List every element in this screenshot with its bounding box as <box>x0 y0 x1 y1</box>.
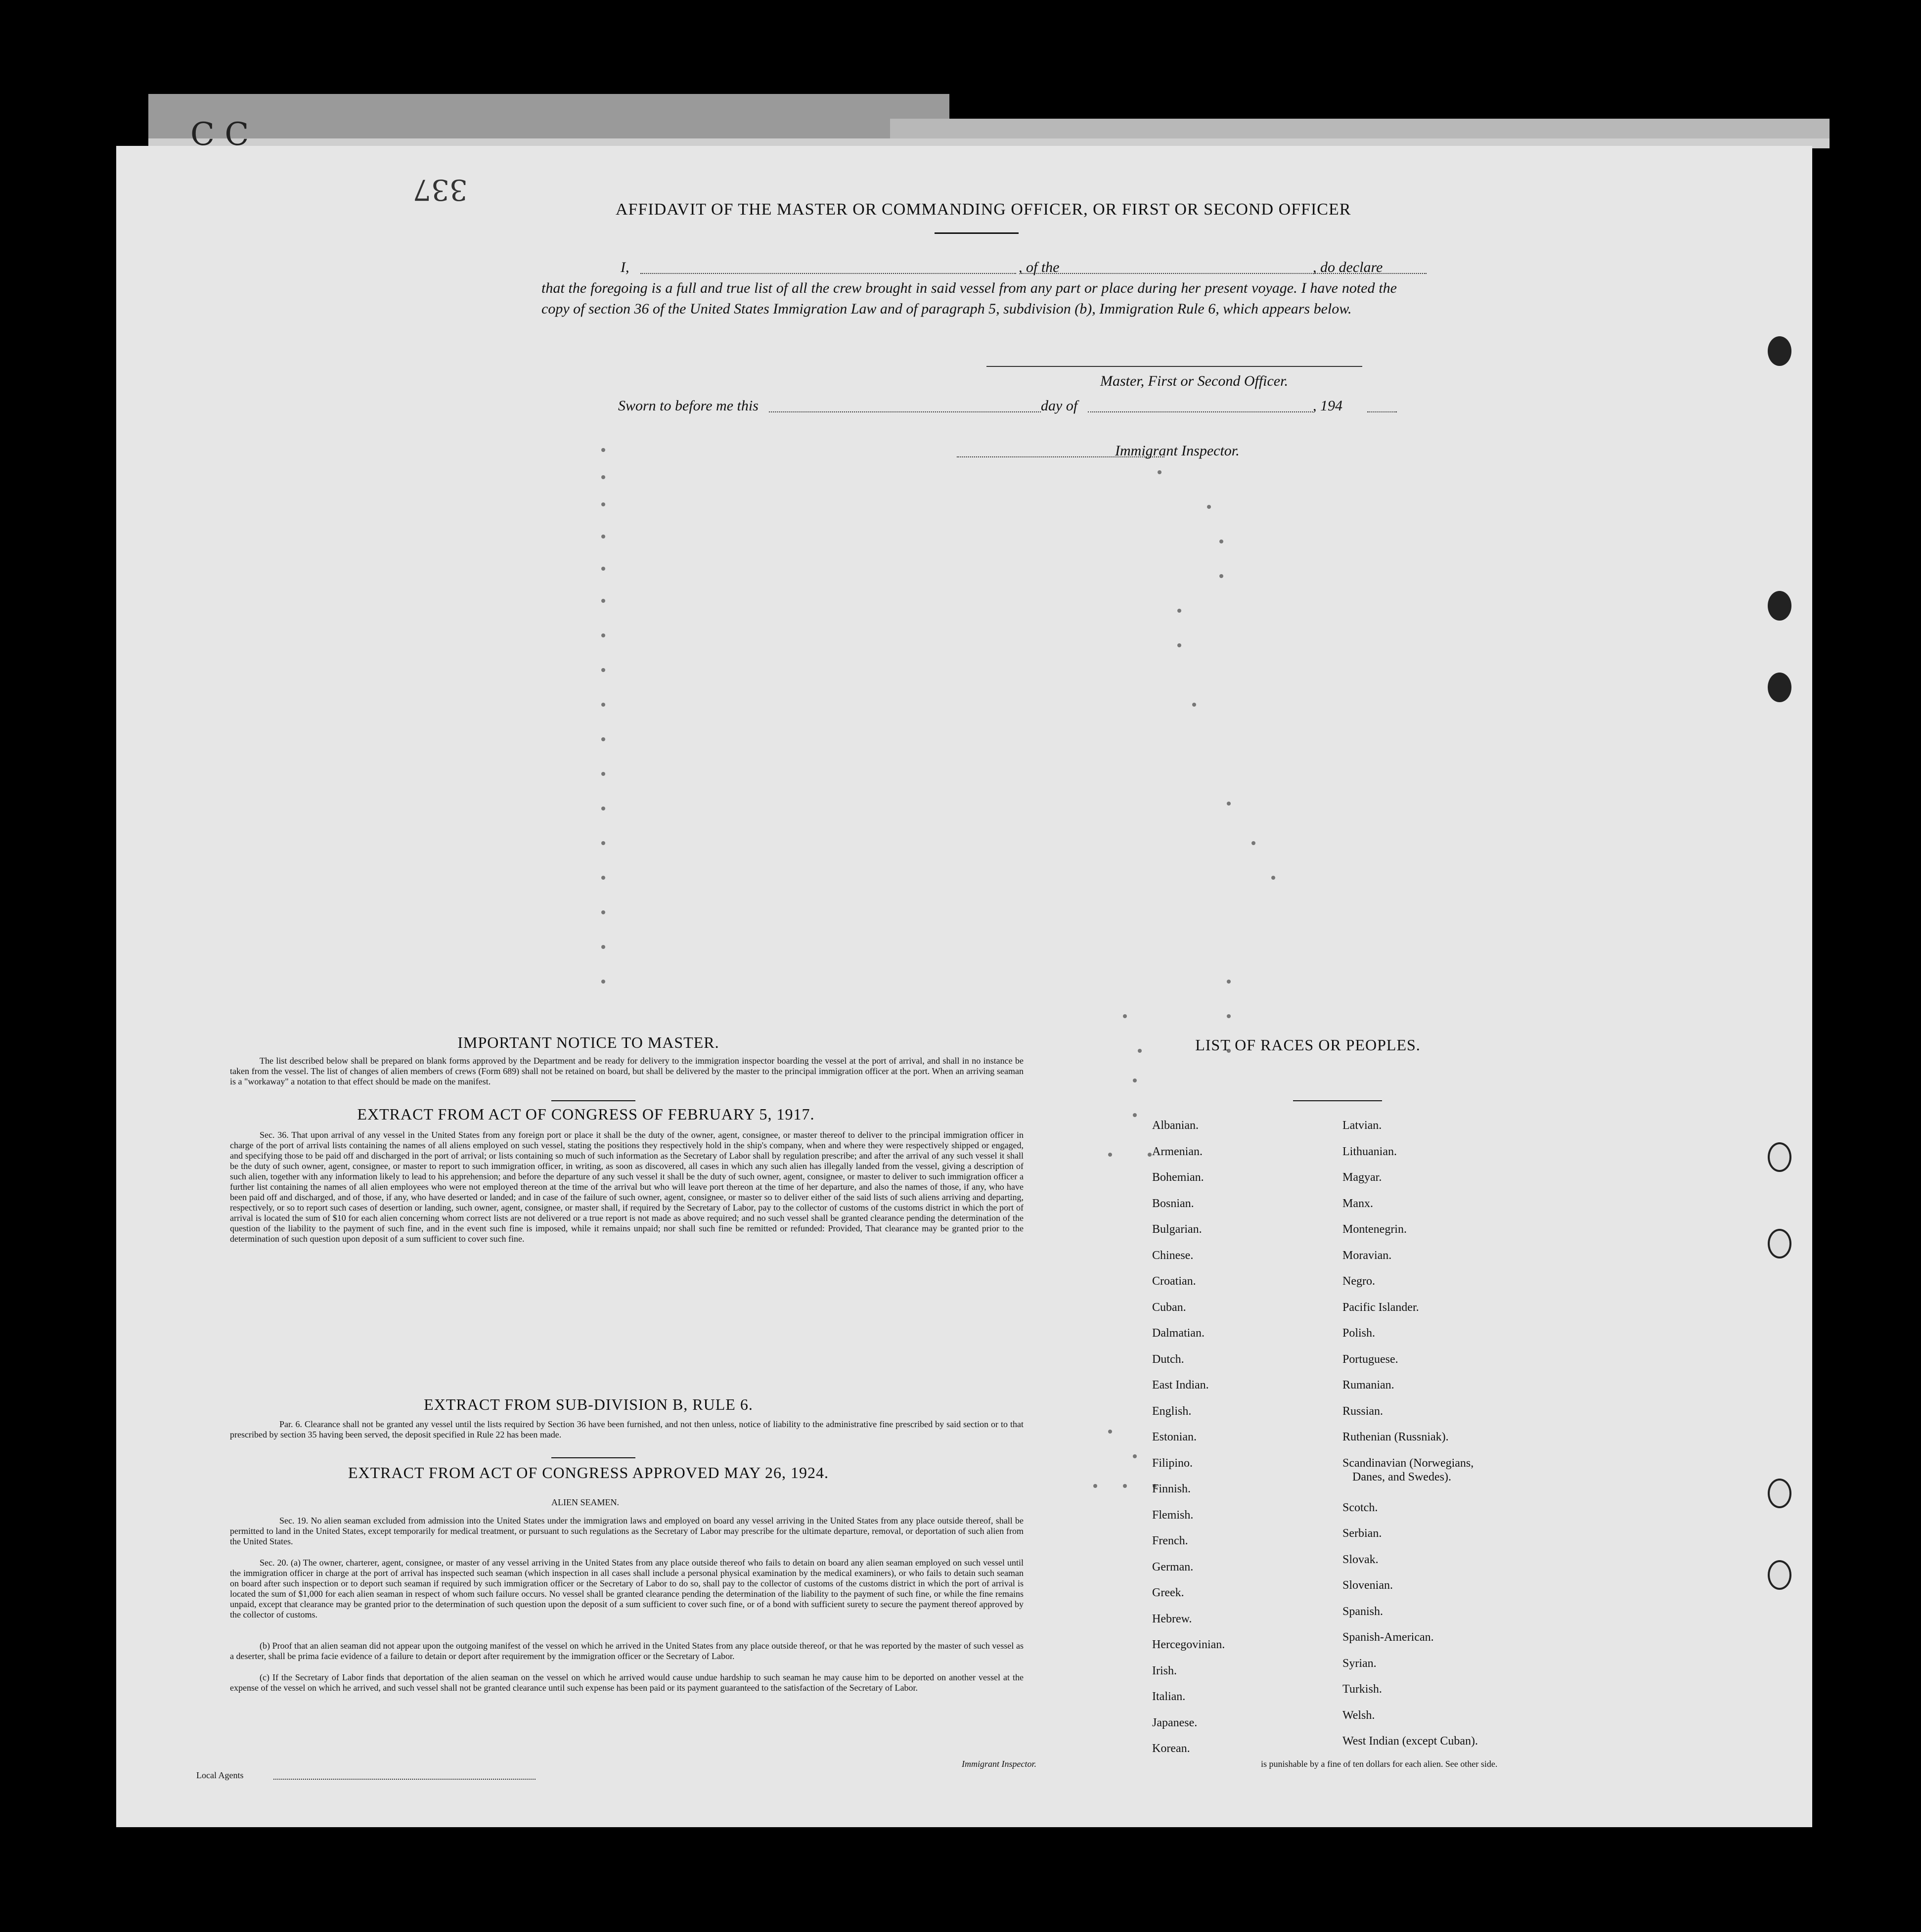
race-item: Moravian. <box>1342 1249 1392 1262</box>
rule6-text: Par. 6. Clearance shall not be granted any vessel until the lists required by Section 36 have been furnished, and not then unless, notice of liability to the administrative fine prescribed by said section or to that prescribed by section 35 having been served, the deposit specified in Rule 22 has been made. <box>230 1419 1024 1439</box>
sworn-end: , 194 <box>1313 398 1342 414</box>
race-item: Dalmatian. <box>1152 1327 1205 1340</box>
race-item: Greek. <box>1152 1586 1184 1599</box>
race-item: Rumanian. <box>1342 1379 1394 1392</box>
inspector-caption: Immigrant Inspector. <box>1115 443 1240 459</box>
race-item: French. <box>1152 1534 1188 1547</box>
affidavit-title: AFFIDAVIT OF THE MASTER OR COMMANDING OFFICER, OR FIRST OR SECOND OFFICER <box>616 200 1351 219</box>
race-item: Syrian. <box>1342 1657 1377 1670</box>
local-agents-blank <box>273 1779 536 1780</box>
race-item: Finnish. <box>1152 1483 1191 1495</box>
binder-hole <box>1768 1229 1791 1258</box>
footer-inspector: Immigrant Inspector. <box>962 1759 1036 1769</box>
notice-text: The list described below shall be prepared on blank forms approved by the Department and be ready for delivery to the immigration inspector boarding the vessel at the port of arrival, and shall in no instance be taken from the vessel. The list of changes of alien members of crews (Form 689) shall not be retained on board, but shall be delivered by the master to the principal immigration officer at the port. When an arriving seaman is a "workaway" a notation to that effect should be made on the manifest. <box>230 1056 1024 1086</box>
extract-1924-sec20c: (c) If the Secretary of Labor finds that deportation of the alien seaman on the vessel on which he arrived would cause undue hardship to such seaman he may cause him to be deported on another vessel at the expense of the vessel on which he arrived, and such vessel shall not be granted clearance until such expense has been paid or its payment guaranteed to the satisfaction of the Secretary of Labor. <box>230 1672 1024 1693</box>
race-item: Pacific Islander. <box>1342 1301 1419 1314</box>
race-item: Serbian. <box>1342 1527 1382 1540</box>
binder-hole <box>1768 673 1791 702</box>
extract-1924-title: EXTRACT FROM ACT OF CONGRESS APPROVED MAY 26, 1924. <box>348 1464 829 1482</box>
race-item: Chinese. <box>1152 1249 1194 1262</box>
race-item: Bulgarian. <box>1152 1223 1202 1236</box>
race-item: Cuban. <box>1152 1301 1186 1314</box>
race-item: Spanish-American. <box>1342 1631 1434 1644</box>
race-item: Russian. <box>1342 1404 1384 1418</box>
race-item: Japanese. <box>1152 1716 1198 1729</box>
signature-caption: Master, First or Second Officer. <box>1100 373 1288 389</box>
notice-rule <box>551 1100 635 1101</box>
binder-hole <box>1768 591 1791 621</box>
race-item: Spanish. <box>1342 1605 1384 1618</box>
sworn-start: Sworn to before me this <box>618 398 759 414</box>
race-item: Polish. <box>1342 1327 1376 1340</box>
race-item: Welsh. <box>1342 1708 1375 1722</box>
race-item: Albanian. <box>1152 1119 1199 1132</box>
race-item: Latvian. <box>1342 1119 1382 1132</box>
race-item: East Indian. <box>1152 1379 1209 1392</box>
extract-1917-title: EXTRACT FROM ACT OF CONGRESS OF FEBRUARY 5, 1917. <box>357 1105 815 1123</box>
race-item: Flemish. <box>1152 1508 1194 1522</box>
race-item: German. <box>1152 1560 1194 1573</box>
extract-1924-sec20b: (b) Proof that an alien seaman did not appear upon the outgoing manifest of the vessel on which he arrived in the United States from any place outside thereof, or that he was reported by the master of such vessel as a deserter, shall be prima facie evidence of a failure to detain or deport after requirement by the immigration officer or the Secretary of Labor. <box>230 1641 1024 1661</box>
extract-1924-sec20a: Sec. 20. (a) The owner, charterer, agent, consignee, or master of any vessel arriving in the United States from any place outside thereof who fails to detain on board any alien seaman employed on such vessel until the immigration officer in charge at the port of arrival has inspected such seaman (which inspection in all cases shall include a personal physical examination by the medical examiners), or who fails to detain such seaman on board after such inspection or to deport such seaman if required by such immigration officer or the Secretary of Labor to do so, shall pay to the collector of customs of the customs district in which the port of arrival is located the sum of $1,000 for each alien seaman in respect of whom such failure occurs. No vessel shall be granted clearance pending the determination of the liability to the payment of such fine, or while the fine remains unpaid, except that clearance may be granted prior to the determination of such question upon the deposit of a sum sufficient to cover such fine, or of a bond with sufficient surety to secure the payment thereof approved by the collector of customs. <box>230 1558 1024 1619</box>
race-item: Bosnian. <box>1152 1197 1194 1210</box>
rule6-rule <box>551 1457 635 1458</box>
notice-title: IMPORTANT NOTICE TO MASTER. <box>457 1033 719 1051</box>
binder-hole <box>1768 1479 1791 1508</box>
races-column-2 <box>1342 1113 1600 1754</box>
race-item: Montenegrin. <box>1342 1223 1407 1236</box>
extract-1924-subtitle: ALIEN SEAMEN. <box>551 1497 619 1507</box>
race-item: Korean. <box>1152 1742 1190 1755</box>
race-item: Croatian. <box>1152 1275 1196 1288</box>
race-item: Portuguese. <box>1342 1352 1398 1366</box>
handwritten-corner-mark: C C <box>190 116 249 153</box>
handwritten-folio-number: 337 <box>413 173 468 207</box>
race-item: Irish. <box>1152 1664 1177 1677</box>
affidavit-line1-start: I, <box>621 259 629 275</box>
affidavit-body: that the foregoing is a full and true list of all the crew brought in said vessel from any part or place during her present voyage. I have noted the copy of section 36 of the United States Immigration Law and of paragraph 5, subdivision (b), Immigration Rule 6, which appears below. <box>541 280 1397 317</box>
binder-hole <box>1768 336 1791 366</box>
race-item: Armenian. <box>1152 1145 1203 1158</box>
manifest-page <box>116 116 1812 1827</box>
races-title-rule <box>1293 1100 1382 1101</box>
race-item: Slovenian. <box>1342 1579 1393 1592</box>
extract-1924-sec19: Sec. 19. No alien seaman excluded from admission into the United States under the immigration laws and employed on board any vessel arriving in the United States from any place outside thereof, shall be permitted to land in the United States, except temporarily for medical treatment, or pursuant to such regulations as the Secretary of Labor may prescribe for the ultimate departure, removal, or deportation of such alien from the United States. <box>230 1516 1024 1546</box>
binder-hole <box>1768 1142 1791 1172</box>
race-item: West Indian (except Cuban). <box>1342 1735 1478 1748</box>
race-item: Negro. <box>1342 1275 1375 1288</box>
race-item: Danes, and Swedes). <box>1352 1470 1451 1483</box>
race-item: Lithuanian. <box>1342 1145 1397 1158</box>
rule6-title: EXTRACT FROM SUB-DIVISION B, RULE 6. <box>424 1395 753 1413</box>
race-item: Dutch. <box>1152 1352 1184 1366</box>
affidavit-line1-mid: , of the <box>1019 259 1060 275</box>
race-item: Bohemian. <box>1152 1171 1204 1184</box>
race-item: Slovak. <box>1342 1553 1379 1566</box>
race-item: Italian. <box>1152 1690 1186 1703</box>
local-agents-label: Local Agents <box>196 1770 244 1780</box>
race-item: Estonian. <box>1152 1431 1197 1443</box>
race-item: Ruthenian (Russniak). <box>1342 1431 1449 1443</box>
race-item: English. <box>1152 1404 1192 1418</box>
footer-fine-note: is punishable by a fine of ten dollars for each alien. See other side. <box>1261 1759 1498 1769</box>
extract-1917-text: Sec. 36. That upon arrival of any vessel in the United States from any foreign port or place it shall be the duty of the owner, agent, consignee, or master thereof to deliver to the principal immigration officer in charge of the port of arrival lists containing the names of all aliens employed on such vessel, stating the positions they respectively hold in the ship's company, when and where they were respectively shipped or engaged, and specifying those to be paid off and discharged in the port of arrival; or lists containing so much of such information as the Secretary of Labor shall by regulation prescribe; and after the arrival of any such vessel it shall be the duty of such owner, agent, consignee, or master to report to such immigration officer, in writing, as soon as discovered, all cases in which any such alien has illegally landed from the vessel, giving a description of such alien, together with any information likely to lead to his apprehension; and before the departure of any such vessel it shall be the duty of such owner, agent, consignee, or master to deliver to such immigration officer a further list containing the names of all alien employees who were not employed thereon at the time of the arrival but who will leave port thereon at the time of her departure, and also the names of those, if any, who have been paid off and discharged, and of those, if any, who have deserted or landed; and in case of the failure of such owner, agent, consignee, or master so to deliver either of the said lists of such aliens arriving and departing, respectively, or so to report such cases of desertion or landing, such owner, agent, consignee, or master shall, if required by the Secretary of Labor, pay to the collector of customs of the customs district in which the port of arrival is located the sum of $10 for each alien concerning whom correct lists are not delivered or a true report is not made as above required; and no such vessel shall be granted clearance pending the determination of the question of the liability to the payment of such fine, and in the event such fine is imposed, while it remains unpaid; nor shall such fine be remitted or refunded: Provided, That clearance may be granted prior to the determination of such question upon deposit of a sum sufficient to cover such fine. <box>230 1130 1024 1244</box>
race-item: Turkish. <box>1342 1683 1382 1696</box>
race-item: Filipino. <box>1152 1456 1193 1470</box>
affidavit-line1-end: , do declare <box>1313 259 1383 275</box>
races-title: LIST OF RACES OR PEOPLES. <box>1195 1036 1421 1054</box>
race-item: Scandinavian (Norwegians, <box>1342 1456 1474 1470</box>
binder-hole <box>1768 1560 1791 1590</box>
race-item: Hebrew. <box>1152 1612 1192 1625</box>
race-item: Scotch. <box>1342 1501 1378 1514</box>
race-item: Manx. <box>1342 1197 1373 1210</box>
race-item: Magyar. <box>1342 1171 1382 1184</box>
sworn-mid: day of <box>1041 398 1078 414</box>
race-item: Hercegovinian. <box>1152 1638 1225 1651</box>
